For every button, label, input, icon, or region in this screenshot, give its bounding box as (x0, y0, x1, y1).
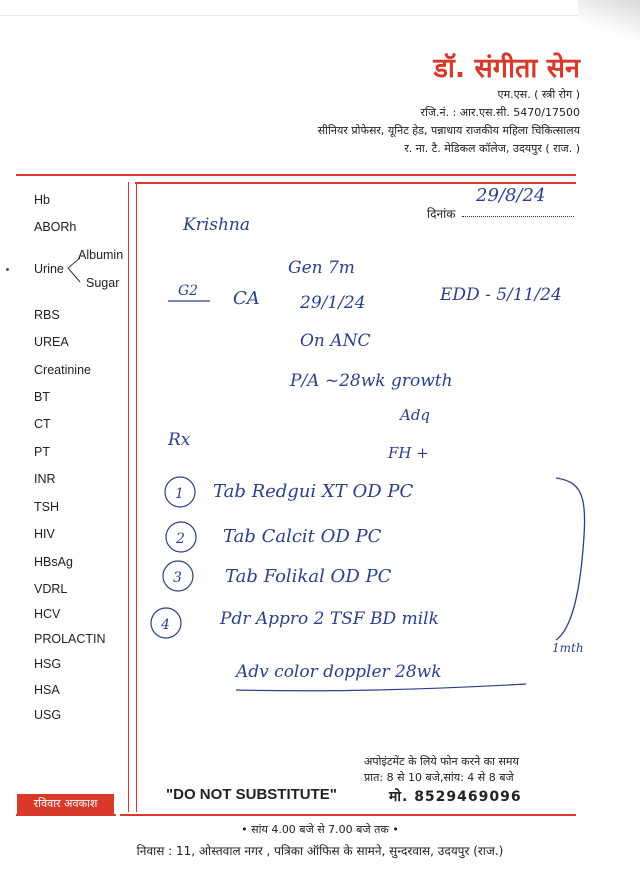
hw-medicine: Pdr Appro 2 TSF BD milk (220, 609, 439, 629)
test-item: HIV (34, 527, 55, 541)
test-item: HBsAg (34, 555, 73, 569)
hw-item-number: 4 (161, 617, 170, 633)
test-item: Hb (34, 193, 50, 207)
test-item: BT (34, 390, 50, 404)
test-item: HSA (34, 683, 60, 697)
urine-label: Urine (34, 262, 64, 276)
qualification: एम.एस. ( स्त्री रोग ) (497, 88, 580, 101)
hw-edd: EDD - 5/11/24 (440, 285, 562, 305)
hw-gravida: G2 (178, 283, 199, 299)
doctor-name: डॉ. संगीता सेन (433, 53, 580, 84)
urine-albumin: Albumin (78, 248, 124, 262)
date-label: दिनांक (427, 207, 456, 221)
test-item: USG (34, 708, 62, 722)
hw-line-gen: Gen 7m (288, 258, 355, 278)
test-item: RBS (34, 308, 60, 322)
hw-ca: CA (233, 288, 260, 309)
hw-lmp-date: 29/1/24 (300, 293, 366, 313)
registration-number: रजि.नं. : आर.एस.सी. 5470/17500 (420, 106, 580, 119)
footer-divider-left (16, 814, 116, 816)
footer-divider (120, 814, 576, 816)
hw-pa: P/A ~28wk growth (290, 371, 453, 391)
test-item: UREA (34, 335, 69, 349)
test-item: PT (34, 445, 50, 459)
hw-rx: Rx (168, 430, 191, 450)
phone-number: मो. 8529469096 (389, 789, 522, 805)
clinic-hours: • सांय 4.00 बजे से 7.00 बजे तक • (241, 823, 399, 836)
test-item: HSG (34, 657, 62, 671)
hw-date: 29/8/24 (476, 185, 546, 206)
hw-fh: FH + (388, 444, 429, 462)
test-item: INR (34, 472, 56, 486)
test-item: PROLACTIN (34, 632, 106, 646)
hw-duration: 1mth (552, 641, 584, 655)
hw-medicine: Tab Redgui XT OD PC (213, 481, 414, 502)
hw-medicine: Tab Folikal OD PC (225, 566, 392, 587)
do-not-substitute: "DO NOT SUBSTITUTE" (166, 786, 337, 803)
appointment-info (364, 754, 519, 786)
hw-item-number: 2 (176, 531, 185, 547)
appointment-timings: प्रात: 8 से 10 बजे,सांय: 4 से 8 बजे (364, 771, 514, 784)
appointment-title: अपोइंटमेंट के लिये फोन करने का समय (364, 755, 519, 768)
college: र. ना. टै. मेडिकल कॉलेज, उदयपुर ( राज. ) (404, 142, 580, 155)
designation: सीनियर प्रोफेसर, यूनिट हेड, पन्नाधाय राजकीय महिला चिकित्सालय (317, 124, 580, 137)
hw-anc: On ANC (300, 331, 371, 351)
hw-item-number: 3 (173, 570, 182, 586)
hw-medicine: Tab Calcit OD PC (223, 526, 382, 547)
test-item: Creatinine (34, 363, 91, 377)
urine-sugar: Sugar (86, 276, 120, 290)
test-item: TSH (34, 500, 59, 514)
residence-address: निवास : 11, ओस्तवाल नगर , पत्रिका ऑफिस के सामने, सुन्दरवास, उदयपुर (राज.) (136, 844, 504, 858)
hw-patient-name: Krishna (183, 215, 251, 235)
sunday-holiday-badge: रविवार अवकाश (17, 794, 114, 814)
hw-adq: Adq (400, 406, 431, 424)
hw-advice: Adv color doppler 28wk (236, 662, 442, 682)
test-item: ABORh (34, 220, 77, 234)
test-item: VDRL (34, 582, 68, 596)
hw-item-number: 1 (175, 486, 184, 502)
test-item: CT (34, 417, 51, 431)
test-item: HCV (34, 607, 61, 621)
